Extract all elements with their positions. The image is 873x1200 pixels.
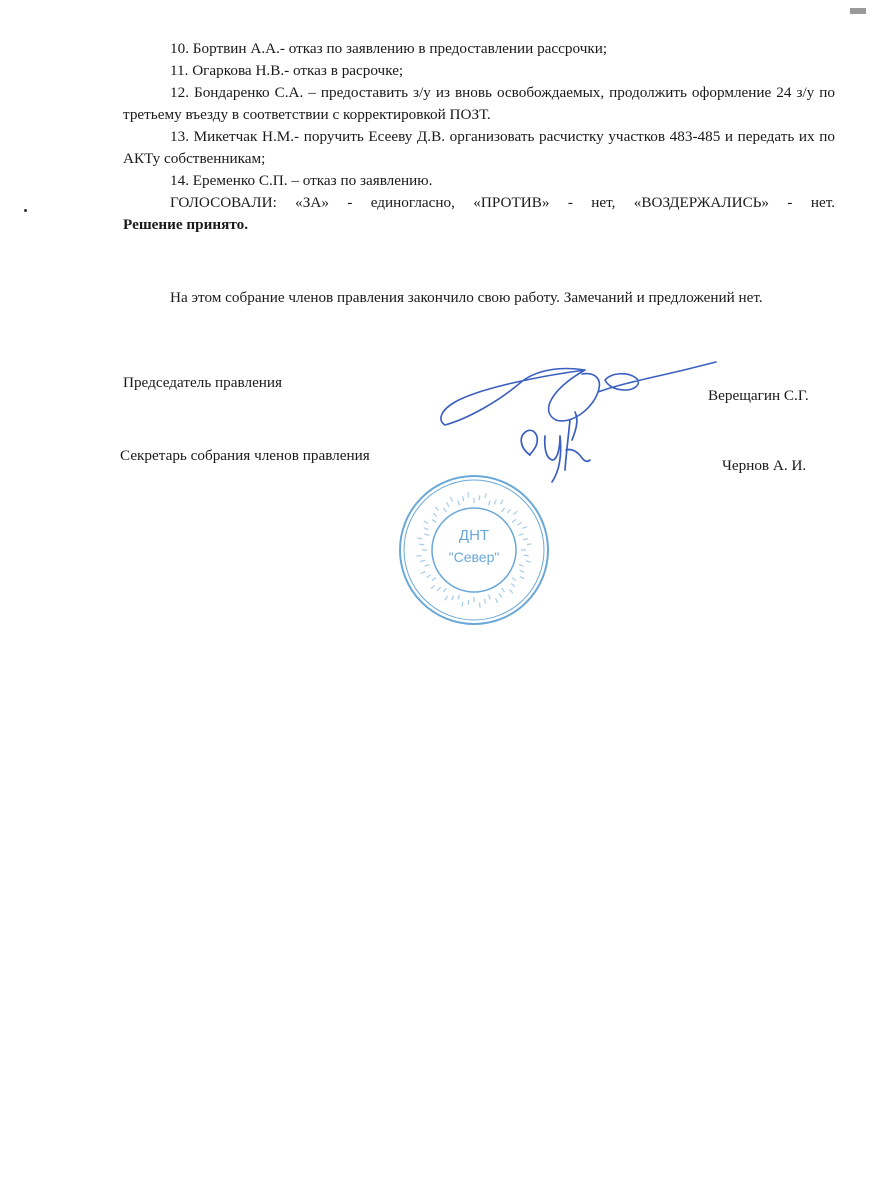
closing-paragraph: На этом собрание членов правления закончило свою работу. Замечаний и предложений нет.: [170, 289, 763, 306]
stamp-text-1: ДНТ: [458, 527, 490, 544]
secretary-signature: [521, 412, 590, 482]
stamp-text-2: "Север": [448, 549, 500, 565]
item-11: 11. Огаркова Н.В.- отказ в расрочке;: [170, 62, 404, 79]
chair-title: Председатель правления: [123, 374, 283, 391]
secretary-name: Чернов А. И.: [722, 457, 807, 474]
vote-line: ГОЛОСОВАЛИ: «ЗА» - единогласно, «ПРОТИВ» - нет, «ВОЗДЕРЖАЛИСЬ» - нет.: [170, 194, 835, 211]
item-14: 14. Еременко С.П. – отказ по заявлению.: [170, 172, 433, 189]
chair-signature: [441, 362, 716, 425]
item-13: 13. Микетчак Н.М.- поручить Есееву Д.В. организовать расчистку участков 483-485 и передать их по АКТу собственникам;: [123, 128, 835, 167]
decision-line: Решение принято.: [123, 216, 248, 233]
item-10: 10. Бортвин А.А.- отказ по заявлению в предоставлении рассрочки;: [170, 40, 608, 57]
chair-name: Верещагин С.Г.: [708, 387, 809, 404]
secretary-title: Секретарь собрания членов правления: [120, 447, 370, 464]
item-12: 12. Бондаренко С.А. – предоставить з/у из вновь освобождаемых, продолжить оформление 24 з/у по третьему въезду в соответствии с корректировкой ПОЗТ.: [123, 84, 835, 123]
